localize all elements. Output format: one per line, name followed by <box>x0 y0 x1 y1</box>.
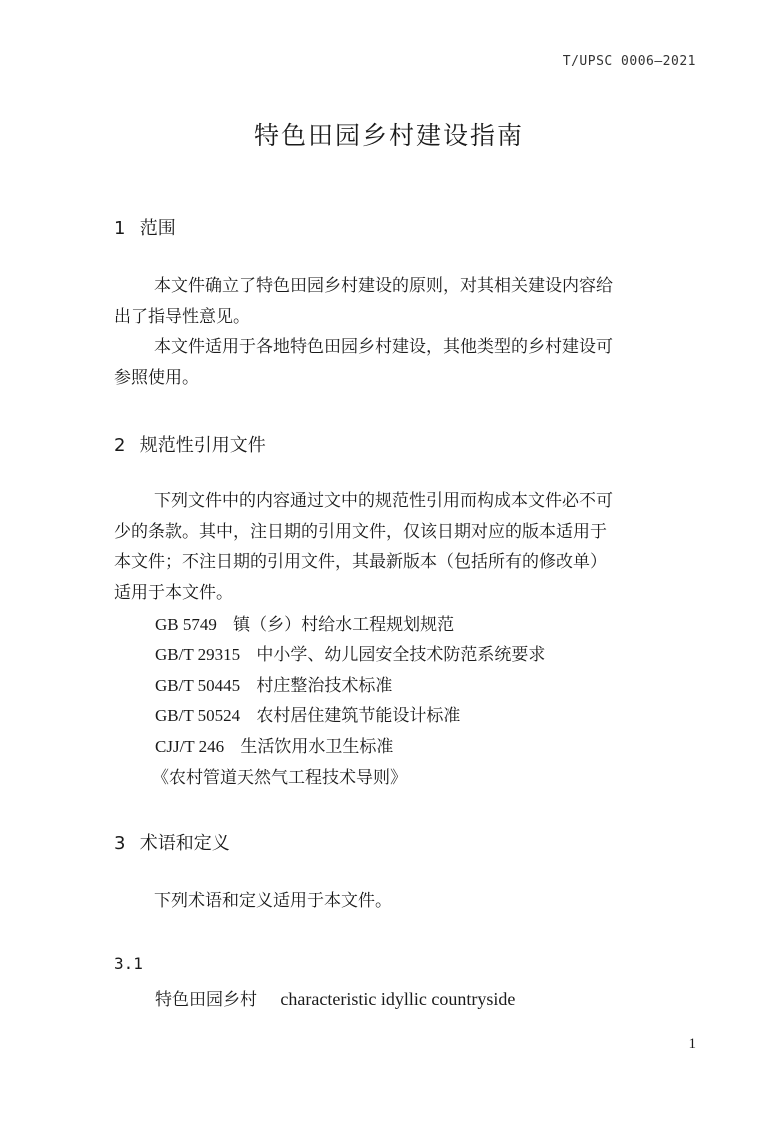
subsection-number: 3.1 <box>114 954 143 973</box>
reference-title: 中小学、幼儿园安全技术防范系统要求 <box>256 645 546 665</box>
section-1-paragraph-2 <box>114 332 700 393</box>
standard-code: T/UPSC 0006—2021 <box>562 54 696 69</box>
paragraph-line: 出了指导性意见。 <box>114 306 250 327</box>
reference-item <box>155 671 392 702</box>
section-number: 3 <box>114 833 126 854</box>
section-title: 范围 <box>139 218 176 239</box>
reference-item <box>155 610 454 641</box>
paragraph-line: 下列文件中的内容通过文中的规范性引用而构成本文件必不可 <box>154 491 613 511</box>
section-number: 1 <box>114 218 126 239</box>
term-entry <box>155 985 515 1010</box>
reference-code: GB/T 50524 <box>155 706 241 725</box>
section-3-paragraph <box>114 886 700 917</box>
reference-title: 镇（乡）村给水工程规划规范 <box>233 615 455 635</box>
term-english: characteristic idyllic countryside <box>280 989 516 1009</box>
reference-item <box>155 701 460 732</box>
reference-title: 生活饮用水卫生标准 <box>240 737 394 757</box>
section-1-heading <box>114 214 176 240</box>
section-number: 2 <box>114 435 126 456</box>
reference-item <box>155 732 393 763</box>
paragraph-line: 本文件确立了特色田园乡村建设的原则，对其相关建设内容给 <box>154 276 613 296</box>
reference-code: GB 5749 <box>155 615 217 634</box>
paragraph-line: 本文件；不注日期的引用文件，其最新版本（包括所有的修改单） <box>114 552 607 572</box>
paragraph-line: 本文件适用于各地特色田园乡村建设，其他类型的乡村建设可 <box>154 337 613 357</box>
section-title: 规范性引用文件 <box>139 435 266 456</box>
reference-code: CJJ/T 246 <box>155 737 225 756</box>
paragraph-line: 少的条款。其中，注日期的引用文件，仅该日期对应的版本适用于 <box>114 521 607 542</box>
section-1-paragraph-1 <box>114 271 700 332</box>
reference-code: GB/T 50445 <box>155 676 241 695</box>
paragraph-line: 参照使用。 <box>114 367 199 388</box>
term-chinese: 特色田园乡村 <box>155 990 257 1010</box>
reference-title: 村庄整治技术标准 <box>256 676 393 696</box>
reference-item <box>155 640 545 671</box>
paragraph-line: 适用于本文件。 <box>114 582 233 603</box>
reference-title: 《农村管道天然气工程技术导则》 <box>152 768 407 788</box>
paragraph-line: 下列术语和定义适用于本文件。 <box>154 891 392 911</box>
section-3-heading <box>114 829 230 855</box>
page-number: 1 <box>688 1036 696 1052</box>
reference-item <box>152 763 407 794</box>
section-title: 术语和定义 <box>139 833 230 854</box>
section-2-paragraph <box>114 486 700 608</box>
reference-title: 农村居住建筑节能设计标准 <box>256 706 461 726</box>
document-title: 特色田园乡村建设指南 <box>253 121 524 150</box>
section-2-heading <box>114 431 266 457</box>
reference-code: GB/T 29315 <box>155 645 241 664</box>
